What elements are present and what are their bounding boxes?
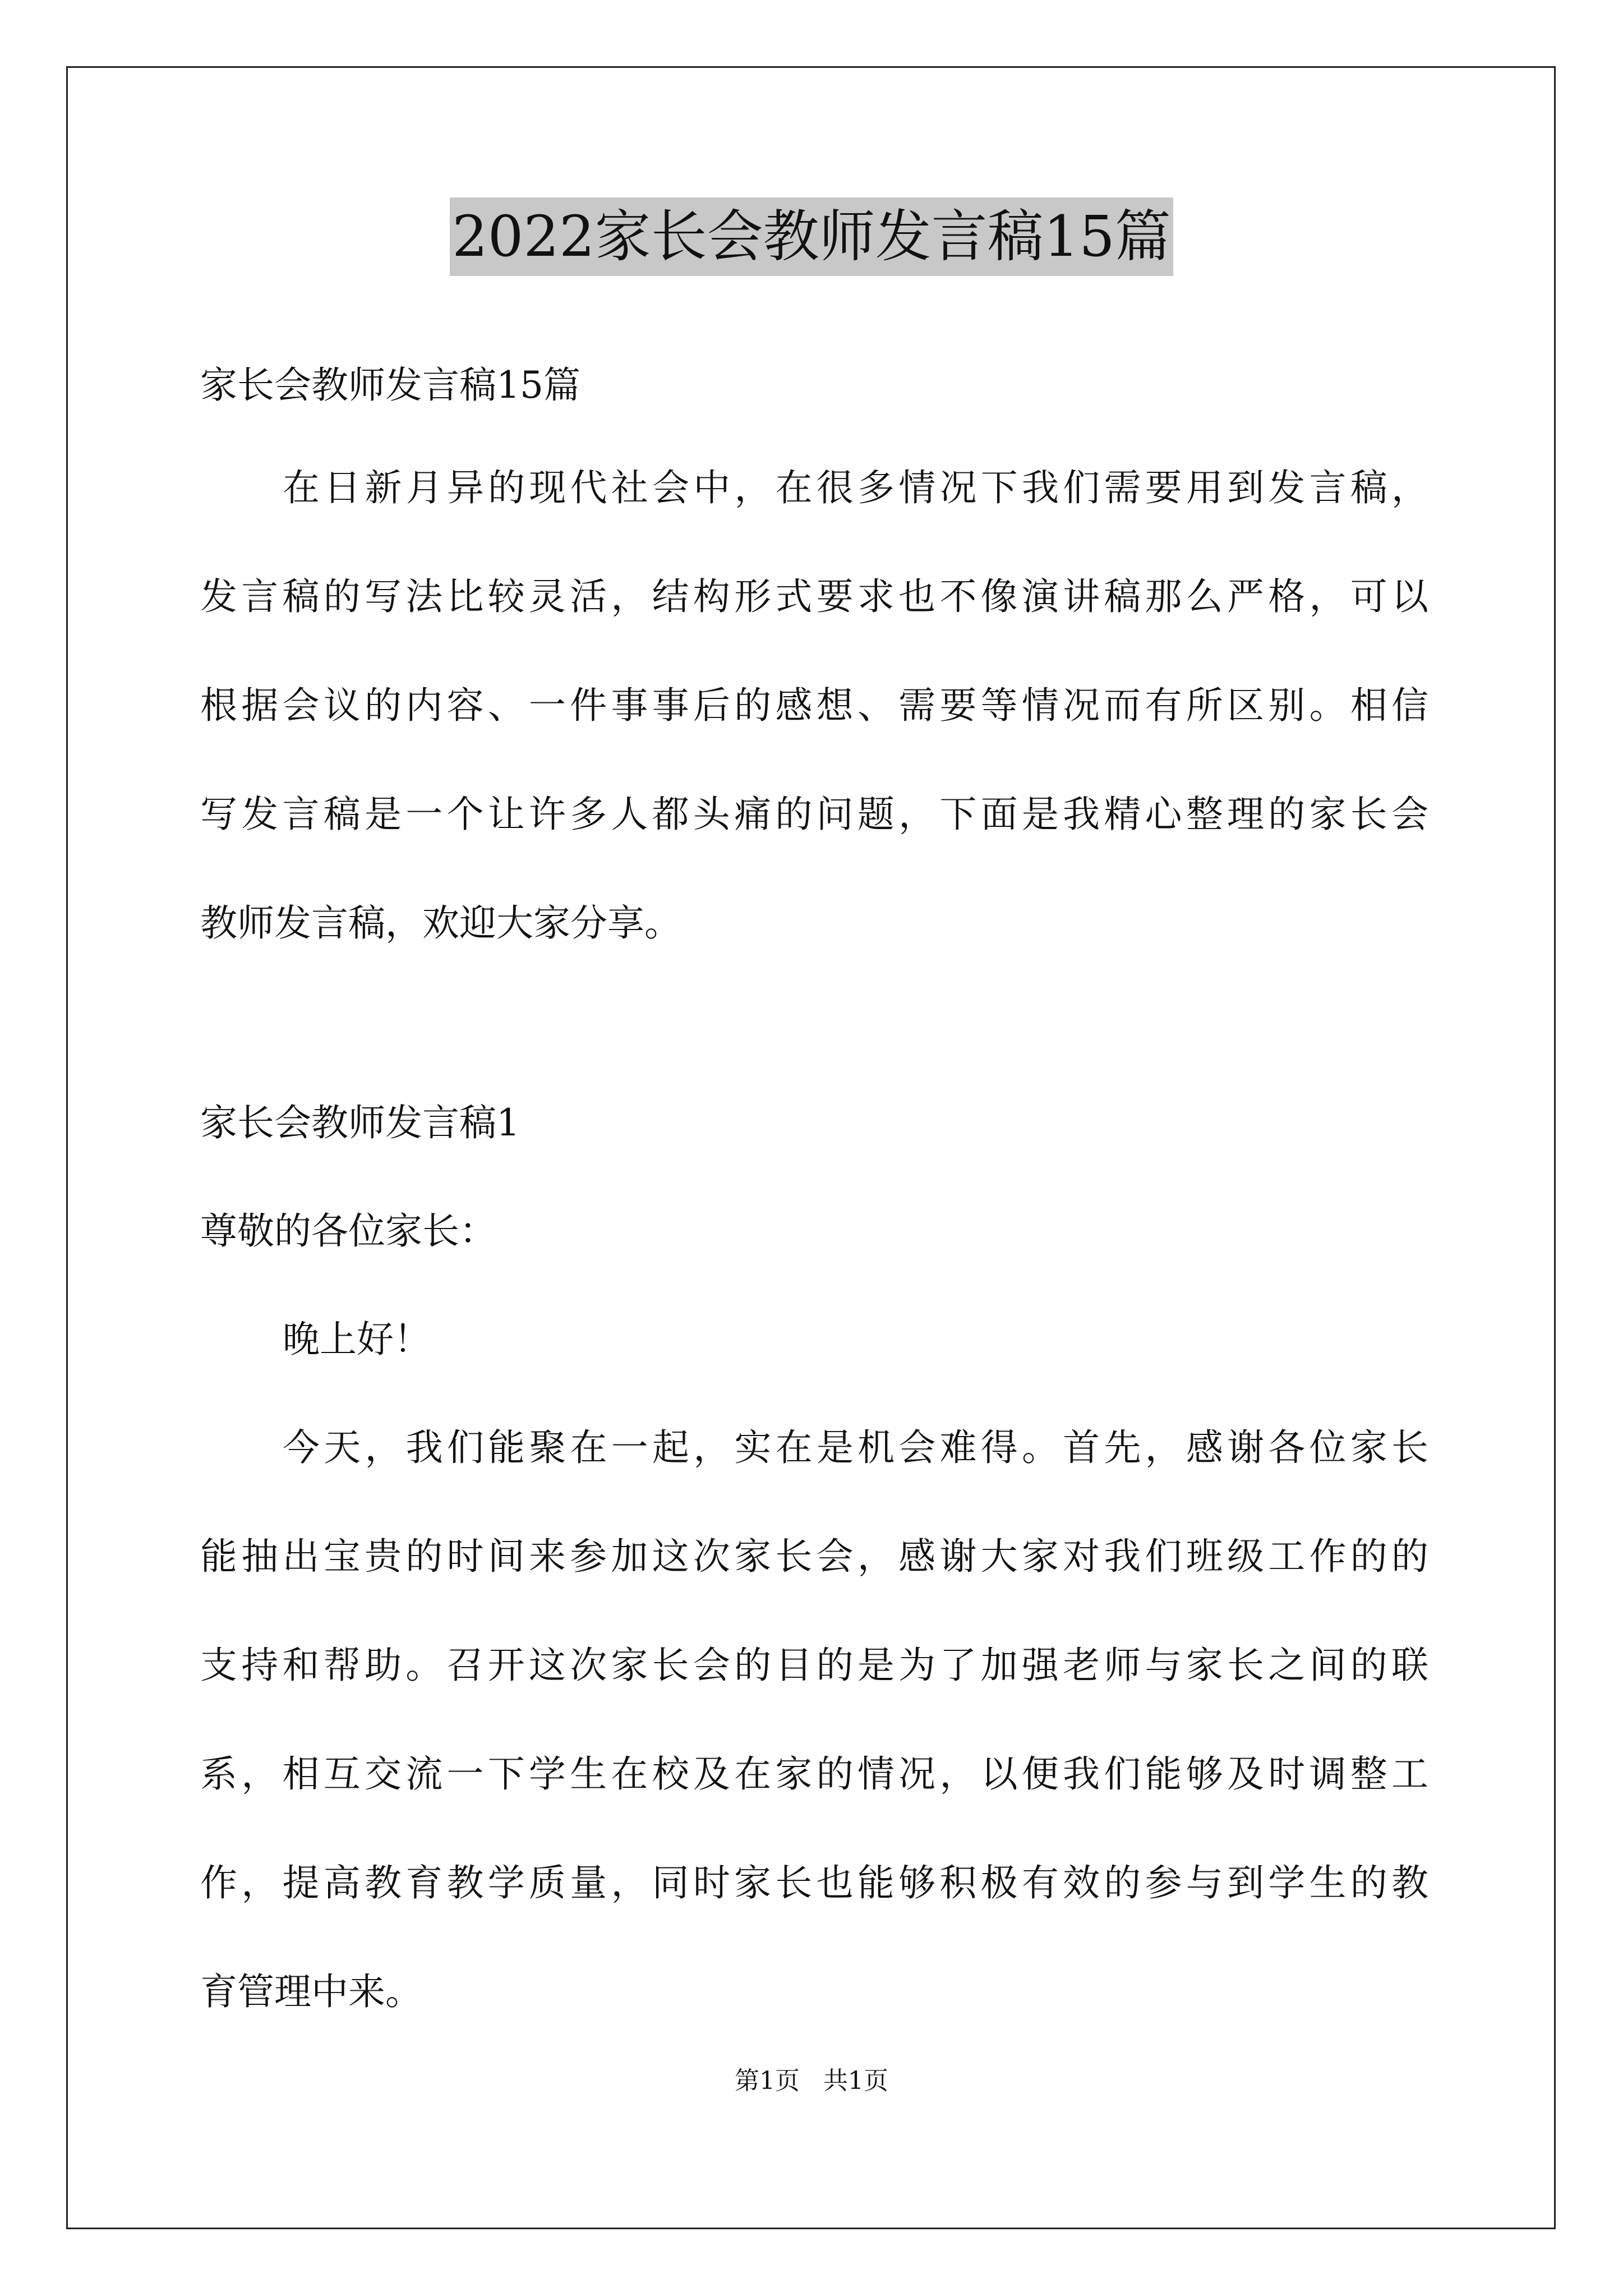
intro-line: 在日新月异的现代社会中，在很多情况下我们需要用到发言稿， [283,466,1428,509]
body-line: 能抽出宝贵的时间来参加这次家长会，感谢大家对我们班级工作的的 [200,1535,1428,1578]
greeting: 晚上好！ [283,1318,431,1361]
body-line: 育管理中来。 [200,1970,422,2013]
salutation: 尊敬的各位家长： [200,1209,496,1253]
title-container [0,197,1623,276]
intro-line: 写发言稿是一个让许多人都头痛的问题，下面是我精心整理的家长会 [200,793,1428,836]
body-paragraph [200,1393,1428,2046]
section-heading: 家长会教师发言稿1 [200,1101,520,1144]
intro-paragraph [200,434,1428,978]
body-line: 支持和帮助。召开这次家长会的目的是为了加强老师与家长之间的联 [200,1644,1428,1687]
subtitle: 家长会教师发言稿15篇 [200,364,580,407]
body-line: 今天，我们能聚在一起，实在是机会难得。首先，感谢各位家长 [283,1426,1428,1469]
intro-line: 根据会议的内容、一件事事后的感想、需要等情况而有所区别。相信 [200,684,1428,727]
body-line: 作，提高教育教学质量，同时家长也能够积极有效的参与到学生的教 [200,1861,1428,1904]
intro-line: 发言稿的写法比较灵活，结构形式要求也不像演讲稿那么严格，可以 [200,575,1428,618]
intro-line: 教师发言稿，欢迎大家分享。 [200,901,681,945]
document-title: 2022家长会教师发言稿15篇 [450,197,1173,276]
body-line: 系，相互交流一下学生在校及在家的情况，以便我们能够及时调整工 [200,1752,1428,1796]
page-footer: 第1页 共1页 [735,2067,888,2095]
